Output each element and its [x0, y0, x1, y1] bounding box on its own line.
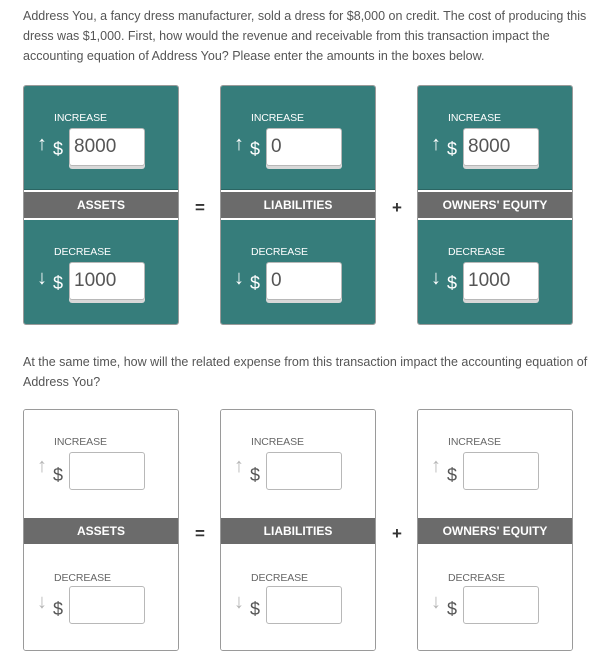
- liabilities-column-2: [220, 409, 376, 651]
- dollar-sign: $: [250, 273, 261, 293]
- assets-increase-input[interactable]: [69, 452, 145, 490]
- assets-decrease-input[interactable]: [69, 586, 145, 624]
- liabilities-decrease-panel: [221, 220, 375, 324]
- increase-label: INCREASE: [251, 436, 304, 448]
- equity-decrease-panel: [418, 220, 572, 324]
- dollar-sign: $: [250, 465, 261, 485]
- equity-increase-input[interactable]: [463, 452, 539, 490]
- equity-header: OWNERS' EQUITY: [418, 518, 572, 544]
- assets-increase-panel: [24, 86, 178, 190]
- dollar-sign: $: [53, 465, 64, 485]
- equals-sign: =: [195, 198, 205, 217]
- increase-label: INCREASE: [54, 436, 107, 448]
- increase-label: INCREASE: [54, 112, 107, 124]
- liabilities-increase-input[interactable]: [266, 452, 342, 490]
- liabilities-decrease-input[interactable]: [266, 586, 342, 624]
- up-arrow-icon: ↑: [431, 133, 441, 155]
- dollar-sign: $: [250, 599, 261, 619]
- decrease-label: DECREASE: [251, 572, 308, 584]
- equals-sign: =: [195, 524, 205, 543]
- liabilities-increase-panel: [221, 86, 375, 190]
- dollar-sign: $: [447, 599, 458, 619]
- assets-header: ASSETS: [24, 192, 178, 218]
- decrease-label: DECREASE: [54, 572, 111, 584]
- assets-decrease-input[interactable]: [69, 262, 145, 300]
- assets-increase-panel: [24, 410, 178, 514]
- assets-header: ASSETS: [24, 518, 178, 544]
- equity-decrease-input[interactable]: [463, 586, 539, 624]
- increase-label: INCREASE: [448, 112, 501, 124]
- equity-increase-input[interactable]: [463, 128, 539, 166]
- up-arrow-icon: ↑: [37, 133, 47, 155]
- down-arrow-icon: ↓: [37, 591, 47, 613]
- assets-decrease-panel: [24, 220, 178, 324]
- decrease-label: DECREASE: [448, 246, 505, 258]
- question-1-text: Address You, a fancy dress manufacturer, sold a dress for $8,000 on credit. The cost of producing this dress was $1,000. First, how would the revenue and receivable from this transaction impact the accounting equation of Address You? Please enter the amounts in the boxes below.: [23, 9, 587, 63]
- liabilities-decrease-input[interactable]: [266, 262, 342, 300]
- up-arrow-icon: ↑: [37, 455, 47, 477]
- decrease-label: DECREASE: [448, 572, 505, 584]
- dollar-sign: $: [250, 139, 261, 159]
- liabilities-header: LIABILITIES: [221, 518, 375, 544]
- dollar-sign: $: [53, 139, 64, 159]
- assets-column-1: [23, 85, 179, 325]
- liabilities-decrease-panel: [221, 546, 375, 650]
- liabilities-column-1: [220, 85, 376, 325]
- down-arrow-icon: ↓: [431, 591, 441, 613]
- up-arrow-icon: ↑: [234, 133, 244, 155]
- liabilities-header: LIABILITIES: [221, 192, 375, 218]
- increase-label: INCREASE: [251, 112, 304, 124]
- assets-increase-input[interactable]: [69, 128, 145, 166]
- increase-label: INCREASE: [448, 436, 501, 448]
- equity-decrease-input[interactable]: [463, 262, 539, 300]
- dollar-sign: $: [53, 599, 64, 619]
- assets-decrease-panel: [24, 546, 178, 650]
- down-arrow-icon: ↓: [234, 591, 244, 613]
- equity-decrease-panel: [418, 546, 572, 650]
- down-arrow-icon: ↓: [431, 267, 441, 289]
- dollar-sign: $: [447, 139, 458, 159]
- equity-header: OWNERS' EQUITY: [418, 192, 572, 218]
- dollar-sign: $: [447, 465, 458, 485]
- decrease-label: DECREASE: [54, 246, 111, 258]
- down-arrow-icon: ↓: [234, 267, 244, 289]
- equity-increase-panel: [418, 86, 572, 190]
- equity-column-2: [417, 409, 573, 651]
- up-arrow-icon: ↑: [234, 455, 244, 477]
- plus-sign: +: [392, 198, 402, 217]
- plus-sign: +: [392, 524, 402, 543]
- up-arrow-icon: ↑: [431, 455, 441, 477]
- equity-column-1: [417, 85, 573, 325]
- liabilities-increase-input[interactable]: [266, 128, 342, 166]
- down-arrow-icon: ↓: [37, 267, 47, 289]
- equity-increase-panel: [418, 410, 572, 514]
- dollar-sign: $: [53, 273, 64, 293]
- decrease-label: DECREASE: [251, 246, 308, 258]
- liabilities-increase-panel: [221, 410, 375, 514]
- dollar-sign: $: [447, 273, 458, 293]
- assets-column-2: [23, 409, 179, 651]
- question-2-text: At the same time, how will the related expense from this transaction impact the accounting equation of Address You?: [23, 355, 588, 389]
